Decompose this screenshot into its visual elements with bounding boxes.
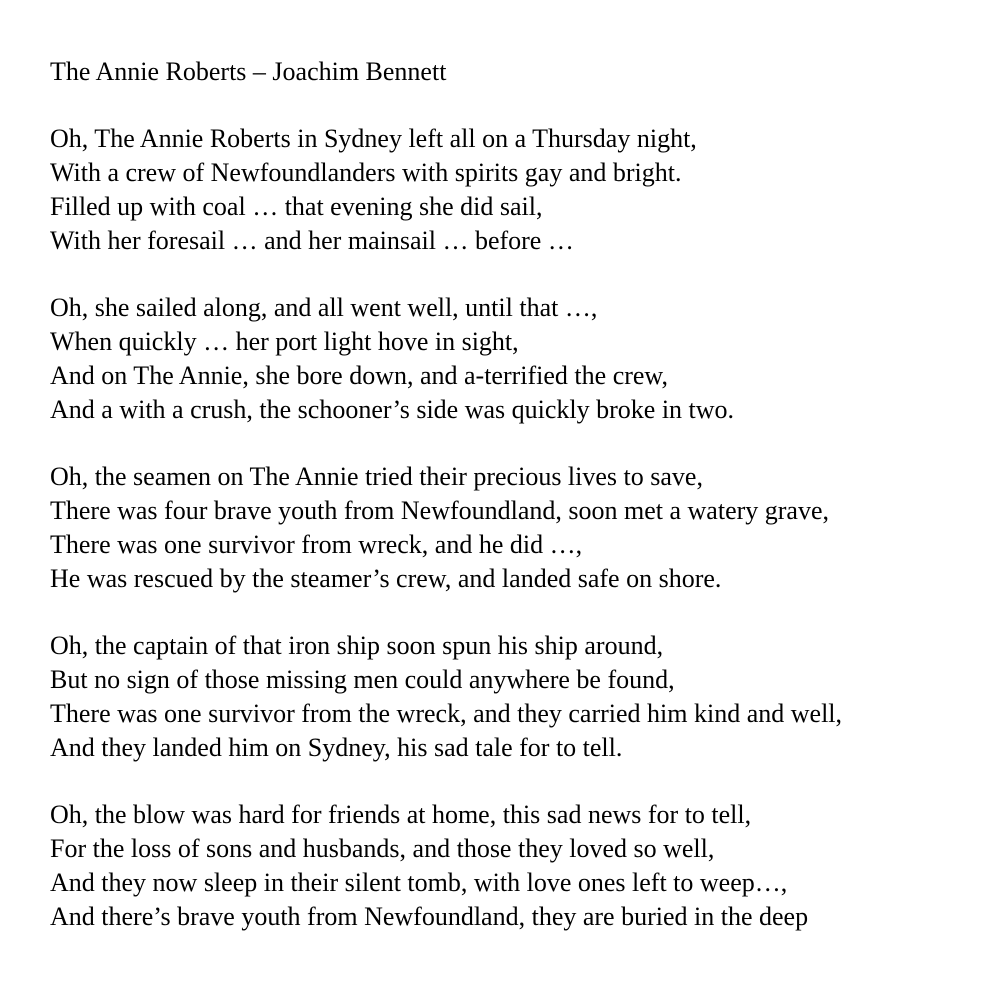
stanza-line: But no sign of those missing men could anywhere be found, — [50, 665, 675, 694]
stanza-line: Oh, the seamen on The Annie tried their precious lives to save, — [50, 462, 703, 491]
stanza-1 — [50, 122, 980, 258]
stanza-line: There was one survivor from the wreck, and they carried him kind and well, — [50, 699, 843, 728]
stanza-line: Oh, she sailed along, and all went well, until that …, — [50, 293, 598, 322]
stanza-line: Oh, the blow was hard for friends at home, this sad news for to tell, — [50, 800, 752, 829]
stanza-line: With a crew of Newfoundlanders with spirits gay and bright. — [50, 158, 682, 187]
stanza-4 — [50, 629, 980, 765]
stanza-line: Oh, the captain of that iron ship soon spun his ship around, — [50, 631, 664, 660]
stanza-line: He was rescued by the steamer’s crew, and landed safe on shore. — [50, 564, 722, 593]
stanza-line: There was one survivor from wreck, and he did …, — [50, 530, 583, 559]
stanza-line: And there’s brave youth from Newfoundland, they are buried in the deep — [50, 902, 809, 931]
stanza-5 — [50, 798, 980, 934]
stanza-line: When quickly … her port light hove in sight, — [50, 327, 519, 356]
stanza-line: Filled up with coal … that evening she did sail, — [50, 192, 543, 221]
stanza-line: There was four brave youth from Newfoundland, soon met a watery grave, — [50, 496, 830, 525]
document-page — [50, 55, 980, 967]
stanza-line: For the loss of sons and husbands, and those they loved so well, — [50, 834, 715, 863]
stanza-line: And they landed him on Sydney, his sad tale for to tell. — [50, 733, 623, 762]
stanza-line: With her foresail … and her mainsail … before … — [50, 226, 574, 255]
document-title: The Annie Roberts – Joachim Bennett — [50, 57, 447, 86]
stanza-3 — [50, 460, 980, 596]
stanza-line: Oh, The Annie Roberts in Sydney left all on a Thursday night, — [50, 124, 697, 153]
stanza-line: And a with a crush, the schooner’s side was quickly broke in two. — [50, 395, 735, 424]
stanza-2 — [50, 291, 980, 427]
stanza-line: And on The Annie, she bore down, and a-terrified the crew, — [50, 361, 669, 390]
stanza-line: And they now sleep in their silent tomb, with love ones left to weep…, — [50, 868, 788, 897]
